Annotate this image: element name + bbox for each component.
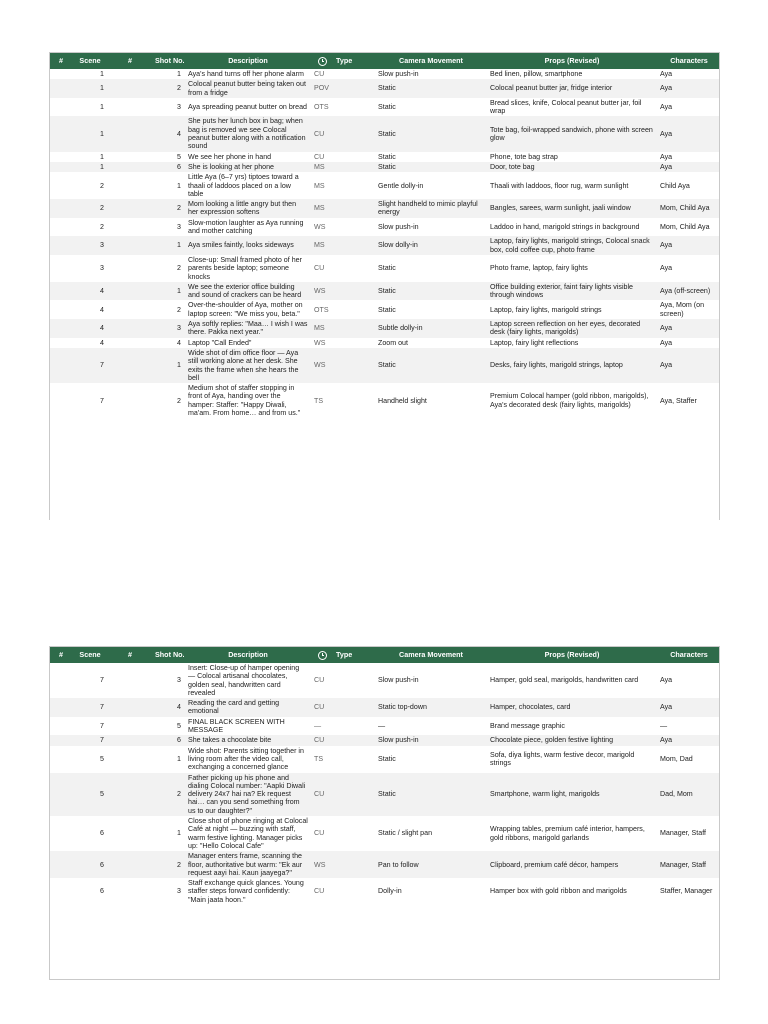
cell-hash	[108, 663, 152, 698]
cell-hash	[50, 255, 72, 282]
cell-shot-no: 1	[177, 181, 181, 190]
cell-description: She puts her lunch box in bag; when bag is removed we see Colocal peanut butter along with a notification sound	[188, 117, 306, 151]
cell-shot-no: 1	[177, 286, 181, 295]
cell-props: Colocal peanut butter jar, fridge interior	[490, 84, 613, 93]
cell-scene: 2	[100, 222, 104, 231]
cell-description: She takes a chocolate bite	[188, 736, 272, 745]
cell-shot-no: 2	[177, 264, 181, 273]
header-hash: #	[59, 55, 63, 65]
cell-camera-movement: Handheld slight	[378, 396, 427, 405]
table-row	[50, 282, 720, 301]
shot-list-table-page-1	[49, 52, 720, 520]
cell-props: Bread slices, knife, Colocal peanut butter jar, foil wrap	[490, 98, 642, 116]
table-row	[50, 319, 720, 338]
cell-hash	[108, 319, 152, 338]
cell-hash	[108, 98, 152, 117]
cell-props: Bed linen, pillow, smartphone	[490, 70, 583, 78]
cell-hash	[50, 735, 72, 745]
cell-props: Hamper box with gold ribbon and marigolds	[490, 887, 627, 896]
cell-shot-no: 4	[177, 129, 181, 138]
cell-scene: 1	[100, 84, 104, 93]
cell-camera-movement: Static	[378, 286, 396, 295]
table-row	[50, 79, 720, 98]
cell-description: Aya spreading peanut butter on bread	[188, 103, 307, 112]
cell-characters: Aya	[660, 152, 673, 161]
cell-hash	[108, 116, 152, 151]
cell-hash	[50, 152, 72, 162]
header-type: Type	[336, 55, 353, 65]
cell-props: Hamper, gold seal, marigolds, handwritten card	[490, 676, 639, 685]
cell-camera-movement: Zoom out	[378, 338, 408, 347]
cell-description: Colocal peanut butter being taken out from a fridge	[188, 80, 306, 97]
cell-hash	[50, 172, 72, 199]
cell-hash	[50, 773, 72, 816]
header-characters: Characters	[670, 55, 708, 65]
cell-type: CU	[314, 152, 325, 161]
cell-hash	[50, 236, 72, 255]
cell-description: Manager enters frame, scanning the floor, authoritative but warm: "Ek aur request aayi hai. Kaun jaayega?"	[188, 852, 303, 877]
table-row	[50, 236, 720, 255]
cell-props: Laptop, fairy lights, marigold strings	[490, 305, 602, 314]
cell-camera-movement: Static / slight pan	[378, 829, 433, 838]
cell-camera-movement: Static	[378, 361, 396, 370]
cell-shot-no: 1	[177, 70, 181, 78]
cell-camera-movement: Static top-down	[378, 703, 427, 712]
cell-scene: 7	[100, 736, 104, 745]
clock-icon	[318, 57, 327, 66]
cell-hash	[108, 300, 152, 319]
cell-characters: Aya, Mom (on screen)	[660, 301, 705, 318]
table-row	[50, 338, 720, 348]
cell-hash	[50, 319, 72, 338]
cell-hash	[50, 218, 72, 237]
cell-hash	[108, 878, 152, 905]
cell-hash	[108, 698, 152, 717]
cell-scene: 7	[100, 703, 104, 712]
cell-type: CU	[314, 676, 325, 685]
cell-camera-movement: Slow dolly-in	[378, 241, 418, 250]
table-row	[50, 69, 720, 79]
cell-props: Laptop, fairy light reflections	[490, 338, 579, 347]
header-type: Type	[336, 649, 353, 659]
table-row	[50, 698, 720, 717]
cell-hash	[108, 746, 152, 773]
cell-scene: 4	[100, 305, 104, 314]
cell-hash	[108, 172, 152, 199]
cell-hash	[50, 282, 72, 301]
cell-camera-movement: Static	[378, 162, 396, 171]
cell-props: Laddoo in hand, marigold strings in background	[490, 222, 640, 231]
cell-description: Wide shot: Parents sitting together in living room after the video call, exchanging a concerned glance	[188, 746, 304, 772]
cell-description: Close shot of phone ringing at Colocal Café at night — buzzing with staff, warm festive lighting. Manager picks up: "Hello Colocal Cafe"	[188, 817, 308, 850]
cell-hash	[50, 663, 72, 698]
cell-type: MS	[314, 324, 325, 333]
cell-scene: 4	[100, 338, 104, 347]
cell-shot-no: 2	[177, 790, 181, 799]
cell-type: MS	[314, 162, 325, 171]
cell-type: WS	[314, 222, 326, 231]
cell-props: Brand message graphic	[490, 721, 565, 730]
cell-props: Door, tote bag	[490, 162, 535, 171]
clock-icon	[318, 651, 327, 660]
cell-props: Tote bag, foil-wrapped sandwich, phone with screen glow	[490, 125, 653, 143]
cell-camera-movement: Dolly-in	[378, 887, 402, 896]
header-description: Description	[228, 55, 268, 65]
cell-description: Aya smiles faintly, looks sideways	[188, 241, 294, 250]
table-body	[50, 663, 720, 905]
cell-shot-no: 2	[177, 84, 181, 93]
table-row	[50, 255, 720, 282]
cell-props: Desks, fairy lights, marigold strings, laptop	[490, 361, 623, 370]
shot-list-table-page-2	[49, 646, 720, 980]
header-hash: #	[59, 649, 63, 659]
cell-characters: Aya	[660, 676, 673, 685]
cell-characters: Aya (off-screen)	[660, 286, 711, 295]
cell-hash	[108, 383, 152, 418]
table-row	[50, 152, 720, 162]
cell-camera-movement: Static	[378, 790, 396, 799]
header-props: Props (Revised)	[544, 55, 600, 65]
cell-shot-no: 3	[177, 103, 181, 112]
cell-characters: Mom, Dad	[660, 754, 693, 763]
cell-props: Smartphone, warm light, marigolds	[490, 790, 600, 799]
cell-hash	[108, 199, 152, 218]
cell-characters: Mom, Child Aya	[660, 204, 710, 213]
table-row	[50, 878, 720, 905]
cell-scene: 1	[100, 70, 104, 78]
cell-type: WS	[314, 338, 326, 347]
cell-characters: Aya	[660, 70, 673, 78]
cell-camera-movement: Static	[378, 754, 396, 763]
table-row	[50, 218, 720, 237]
cell-characters: Manager, Staff	[660, 829, 707, 838]
cell-shot-no: 5	[177, 721, 181, 730]
cell-camera-movement: Pan to follow	[378, 860, 419, 869]
cell-hash	[50, 717, 72, 736]
cell-shot-no: 4	[177, 338, 181, 347]
cell-scene: 7	[100, 361, 104, 370]
cell-type: WS	[314, 361, 326, 370]
table-row	[50, 383, 720, 418]
cell-scene: 6	[100, 860, 104, 869]
cell-props: Laptop, fairy lights, marigold strings, Colocal snack box, cold coffee cup, photo frame	[490, 237, 650, 254]
cell-hash	[50, 348, 72, 383]
cell-camera-movement: Slow push-in	[378, 736, 419, 745]
cell-type: MS	[314, 181, 325, 190]
cell-scene: 7	[100, 676, 104, 685]
cell-camera-movement: Static	[378, 129, 396, 138]
cell-scene: 2	[100, 204, 104, 213]
cell-hash	[108, 735, 152, 745]
cell-props: Office building exterior, faint fairy lights visible through windows	[490, 282, 633, 300]
cell-hash	[50, 878, 72, 905]
cell-description: Over-the-shoulder of Aya, mother on laptop screen: "We miss you, beta."	[188, 301, 303, 318]
cell-type: TS	[314, 396, 324, 405]
cell-camera-movement: Static	[378, 152, 396, 161]
header-shot-no: Shot No.	[155, 649, 185, 659]
cell-scene: 5	[100, 790, 104, 799]
cell-type: WS	[314, 286, 326, 295]
cell-hash	[108, 218, 152, 237]
cell-description: Staff exchange quick glances. Young staffer steps forward confidently: "Main jaata hoon."	[188, 879, 304, 904]
cell-characters: Child Aya	[660, 181, 690, 190]
table-row	[50, 348, 720, 383]
cell-type: CU	[314, 129, 325, 138]
cell-props: Laptop screen reflection on her eyes, decorated desk (fairy lights, marigolds)	[490, 320, 641, 337]
table-row	[50, 773, 720, 816]
cell-description: We see the exterior office building and sound of crackers can be heard	[188, 282, 302, 300]
cell-shot-no: 1	[177, 754, 181, 763]
cell-description: Insert: Close-up of hamper opening — Colocal artisanal chocolates, golden seal, handwritten card revealed	[188, 664, 300, 697]
cell-camera-movement: Gentle dolly-in	[378, 181, 424, 190]
cell-characters: Staffer, Manager	[660, 887, 713, 896]
cell-scene: 1	[100, 152, 104, 161]
cell-characters: Aya	[660, 162, 673, 171]
cell-characters: Aya, Staffer	[660, 396, 697, 405]
cell-description: Little Aya (6–7 yrs) tiptoes toward a thaali of laddoos placed on a low table	[188, 173, 299, 198]
cell-props: Phone, tote bag strap	[490, 152, 558, 161]
cell-props: Wrapping tables, premium café interior, hampers, gold ribbons, marigold garlands	[490, 825, 645, 842]
header-props: Props (Revised)	[544, 649, 600, 659]
cell-characters: —	[660, 721, 668, 730]
cell-hash	[50, 98, 72, 117]
cell-hash	[50, 69, 72, 79]
header-duration	[311, 647, 333, 663]
cell-hash	[108, 816, 152, 851]
cell-hash	[108, 69, 152, 79]
cell-camera-movement: Static	[378, 305, 396, 314]
cell-characters: Aya	[660, 703, 673, 712]
cell-shot-no: 1	[177, 361, 181, 370]
cell-type: CU	[314, 829, 325, 838]
shot-list-table	[50, 53, 720, 418]
cell-description: FINAL BLACK SCREEN WITH MESSAGE	[188, 717, 285, 735]
cell-hash	[50, 816, 72, 851]
cell-scene: 1	[100, 129, 104, 138]
cell-camera-movement: Slow push-in	[378, 222, 419, 231]
cell-shot-no: 5	[177, 152, 181, 161]
cell-type: TS	[314, 754, 324, 763]
cell-description: Father picking up his phone and dialing Colocal number: "Aapki Diwali delivery 24x7 hai na? Ek request hai… can you send something from us to our daughter?"	[188, 773, 306, 815]
cell-characters: Manager, Staff	[660, 860, 707, 869]
table-row	[50, 663, 720, 698]
table-row	[50, 851, 720, 878]
cell-shot-no: 1	[177, 241, 181, 250]
cell-characters: Aya	[660, 264, 673, 273]
cell-hash	[50, 698, 72, 717]
cell-scene: 6	[100, 887, 104, 896]
cell-characters: Aya	[660, 338, 673, 347]
cell-scene: 1	[100, 162, 104, 171]
cell-description: She is looking at her phone	[188, 162, 274, 171]
cell-props: Thaali with laddoos, floor rug, warm sunlight	[490, 181, 629, 190]
cell-characters: Aya	[660, 324, 673, 333]
cell-hash	[108, 717, 152, 736]
table-row	[50, 735, 720, 745]
cell-hash	[108, 348, 152, 383]
cell-description: Medium shot of staffer stopping in front of Aya, handing over the hamper: Staffer: "Happy Diwali, ma'am. From home… and from us."	[188, 384, 301, 417]
cell-hash	[108, 851, 152, 878]
cell-scene: 7	[100, 721, 104, 730]
cell-type: POV	[314, 84, 329, 93]
cell-hash	[108, 282, 152, 301]
cell-description: We see her phone in hand	[188, 152, 272, 161]
cell-type: CU	[314, 703, 325, 712]
cell-props: Photo frame, laptop, fairy lights	[490, 264, 588, 273]
cell-props: Clipboard, premium café décor, hampers	[490, 860, 619, 869]
cell-description: Slow-motion laughter as Aya running and mother catching	[188, 218, 304, 236]
cell-hash	[50, 162, 72, 172]
cell-hash	[108, 338, 152, 348]
header-scene: Scene	[79, 55, 101, 65]
cell-camera-movement: Slow push-in	[378, 676, 419, 685]
cell-type: MS	[314, 204, 325, 213]
cell-description: Aya's hand turns off her phone alarm	[188, 70, 304, 78]
cell-hash	[108, 162, 152, 172]
cell-scene: 4	[100, 324, 104, 333]
cell-description: Reading the card and getting emotional	[188, 699, 280, 716]
cell-characters: Aya	[660, 129, 673, 138]
cell-camera-movement: —	[378, 721, 386, 730]
header-description: Description	[228, 649, 268, 659]
cell-scene: 7	[100, 396, 104, 405]
cell-shot-no: 2	[177, 860, 181, 869]
cell-type: MS	[314, 241, 325, 250]
cell-shot-no: 2	[177, 305, 181, 314]
cell-hash	[50, 79, 72, 98]
cell-shot-no: 6	[177, 736, 181, 745]
cell-characters: Mom, Child Aya	[660, 222, 710, 231]
shot-list-table	[50, 647, 720, 905]
cell-description: Aya softly replies: "Maa… I wish I was there. Pakka next year."	[188, 320, 308, 337]
cell-characters: Aya	[660, 361, 673, 370]
cell-hash	[50, 383, 72, 418]
cell-camera-movement: Static	[378, 103, 396, 112]
cell-description: Wide shot of dim office floor — Aya still working alone at her desk. She exits the frame when she hears the bell	[188, 348, 299, 382]
cell-shot-no: 2	[177, 396, 181, 405]
cell-shot-no: 6	[177, 162, 181, 171]
cell-scene: 2	[100, 181, 104, 190]
cell-hash	[50, 199, 72, 218]
cell-type: OTS	[314, 305, 329, 314]
cell-scene: 1	[100, 103, 104, 112]
table-row	[50, 199, 720, 218]
table-row	[50, 816, 720, 851]
cell-description: Mom looking a little angry but then her expression softens	[188, 200, 297, 217]
cell-characters: Aya	[660, 103, 673, 112]
cell-characters: Aya	[660, 736, 673, 745]
cell-scene: 4	[100, 286, 104, 295]
cell-description: Close-up: Small framed photo of her parents beside laptop; someone knocks	[188, 255, 302, 281]
cell-shot-no: 3	[177, 222, 181, 231]
cell-camera-movement: Static	[378, 84, 396, 93]
table-header-row	[50, 53, 720, 69]
cell-props: Chocolate piece, golden festive lighting	[490, 736, 614, 745]
cell-camera-movement: Static	[378, 264, 396, 273]
cell-camera-movement: Slow push-in	[378, 70, 419, 78]
cell-hash	[108, 255, 152, 282]
cell-hash	[108, 79, 152, 98]
table-row	[50, 162, 720, 172]
cell-camera-movement: Slight handheld to mimic playful energy	[378, 200, 478, 217]
cell-type: OTS	[314, 103, 329, 112]
cell-hash	[108, 236, 152, 255]
cell-characters: Aya	[660, 84, 673, 93]
table-row	[50, 717, 720, 736]
table-row	[50, 98, 720, 117]
cell-shot-no: 3	[177, 676, 181, 685]
cell-hash	[108, 773, 152, 816]
header-duration	[311, 53, 333, 69]
header-hash: #	[128, 649, 132, 659]
cell-type: CU	[314, 264, 325, 273]
table-row	[50, 172, 720, 199]
cell-characters: Aya	[660, 241, 673, 250]
cell-shot-no: 3	[177, 324, 181, 333]
header-scene: Scene	[79, 649, 101, 659]
cell-type: WS	[314, 860, 326, 869]
table-row	[50, 300, 720, 319]
cell-shot-no: 4	[177, 703, 181, 712]
cell-scene: 5	[100, 754, 104, 763]
table-row	[50, 116, 720, 151]
cell-hash	[50, 338, 72, 348]
cell-type: —	[314, 721, 322, 730]
cell-type: CU	[314, 790, 325, 799]
cell-props: Hamper, chocolates, card	[490, 703, 571, 712]
header-characters: Characters	[670, 649, 708, 659]
cell-scene: 6	[100, 829, 104, 838]
cell-shot-no: 3	[177, 887, 181, 896]
cell-characters: Dad, Mom	[660, 790, 693, 799]
cell-scene: 3	[100, 241, 104, 250]
header-camera-movement: Camera Movement	[399, 649, 463, 659]
cell-hash	[50, 300, 72, 319]
cell-hash	[50, 116, 72, 151]
cell-scene: 3	[100, 264, 104, 273]
cell-hash	[108, 152, 152, 162]
header-shot-no: Shot No.	[155, 55, 185, 65]
cell-hash	[50, 851, 72, 878]
table-body	[50, 69, 720, 418]
table-header-row	[50, 647, 720, 663]
cell-description: Laptop "Call Ended"	[188, 338, 252, 347]
cell-props: Sofa, diya lights, warm festive decor, marigold strings	[490, 750, 635, 768]
cell-type: CU	[314, 70, 325, 78]
cell-shot-no: 1	[177, 829, 181, 838]
header-camera-movement: Camera Movement	[399, 55, 463, 65]
table-row	[50, 746, 720, 773]
cell-type: CU	[314, 736, 325, 745]
cell-hash	[50, 746, 72, 773]
cell-props: Premium Colocal hamper (gold ribbon, marigolds), Aya's decorated desk (fairy lights, marigolds)	[490, 392, 649, 409]
header-hash: #	[128, 55, 132, 65]
cell-props: Bangles, sarees, warm sunlight, jaali window	[490, 204, 631, 213]
cell-shot-no: 2	[177, 204, 181, 213]
cell-type: CU	[314, 887, 325, 896]
cell-camera-movement: Subtle dolly-in	[378, 324, 423, 333]
